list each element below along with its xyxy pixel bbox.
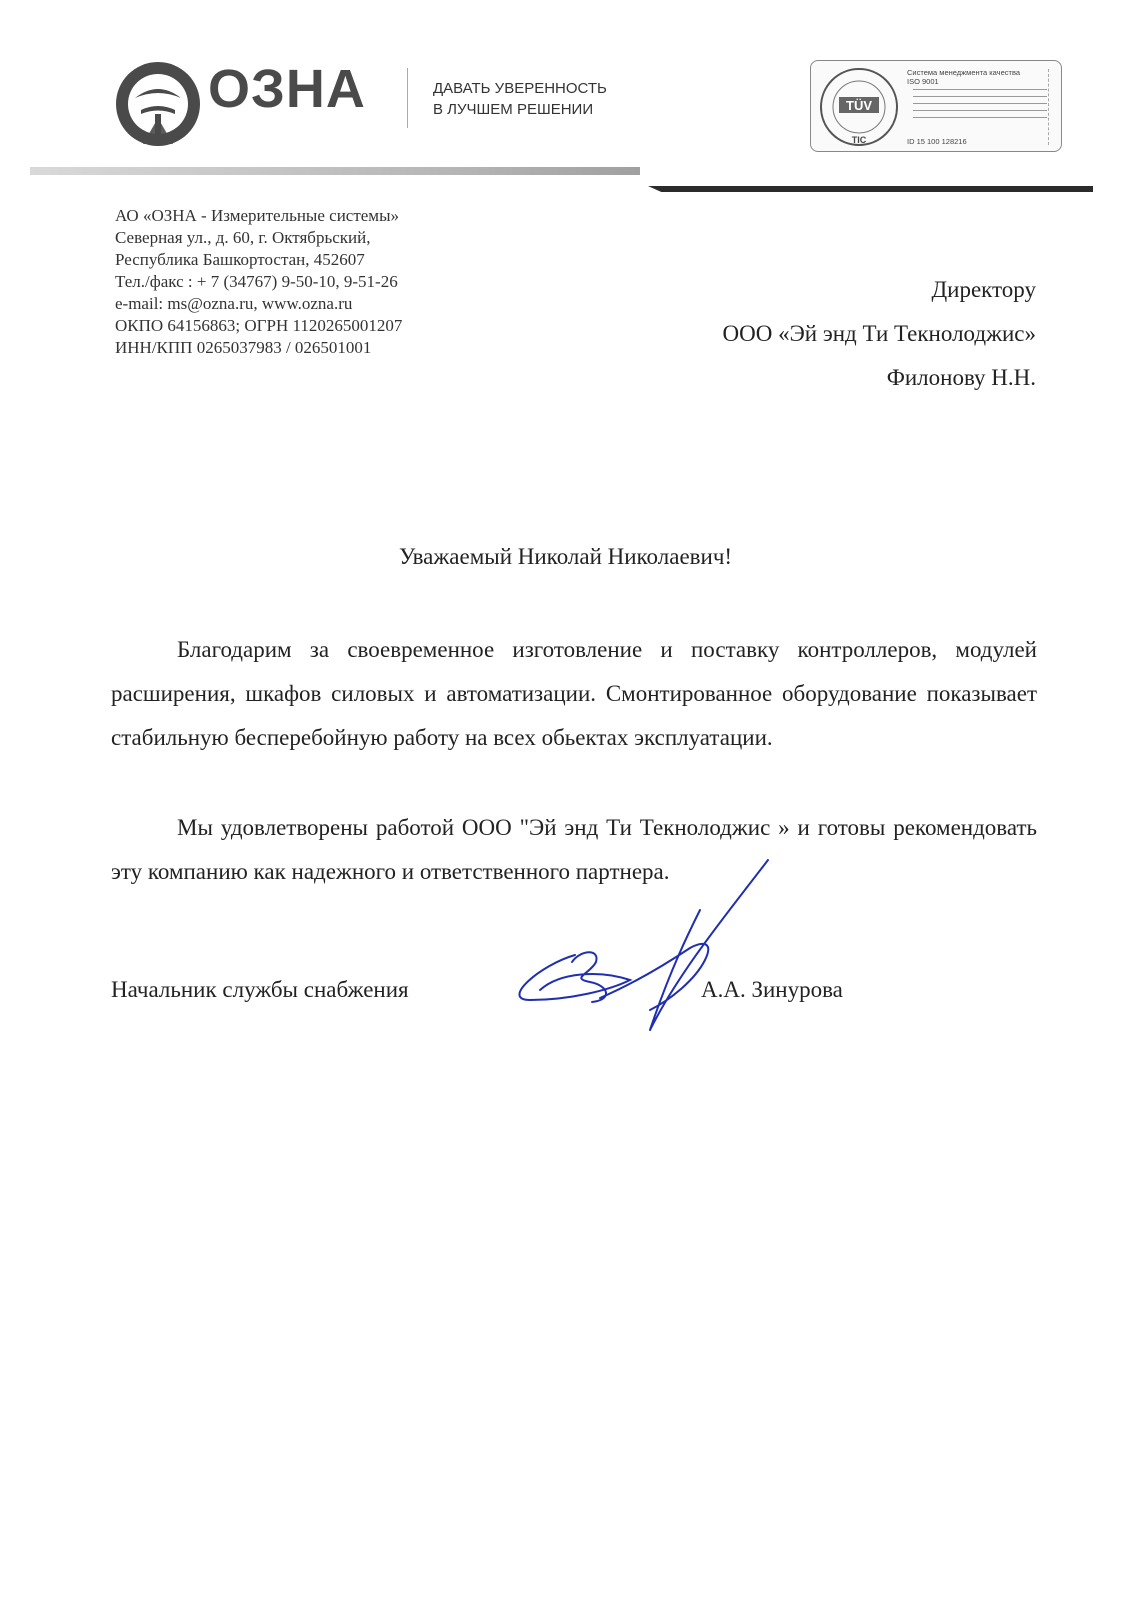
tuv-seal-icon xyxy=(817,65,901,149)
slogan-line: ДАВАТЬ УВЕРЕННОСТЬ xyxy=(433,80,607,97)
sender-line: e-mail: ms@ozna.ru, www.ozna.ru xyxy=(115,294,353,313)
sender-line: ИНН/КПП 0265037983 / 026501001 xyxy=(115,338,372,357)
sender-line: Тел./факс : + 7 (34767) 9-50-10, 9-51-26 xyxy=(115,272,398,291)
sender-line: Северная ул., д. 60, г. Октябрьский, xyxy=(115,228,371,247)
certificate-title xyxy=(907,68,1047,86)
sender-line: ОКПО 64156863; ОГРН 1120265001207 xyxy=(115,316,403,335)
slogan-line: В ЛУЧШЕМ РЕШЕНИИ xyxy=(433,101,594,118)
brand-name: ОЗНА xyxy=(208,59,366,119)
header-stripe-gray xyxy=(30,167,640,175)
signatory-name: А.А. Зинурова xyxy=(701,977,843,1002)
addressee-name: Филонову Н.Н. xyxy=(886,365,1036,390)
signatory-role: Начальник службы снабжения xyxy=(111,977,409,1002)
salutation: Уважаемый Николай Николаевич! xyxy=(398,544,733,569)
certification-badge xyxy=(810,60,1062,152)
sender-line: Республика Башкортостан, 452607 xyxy=(115,250,365,269)
certificate-standard: ISO 9001 xyxy=(907,77,939,86)
seal-logo-text: TÜV xyxy=(846,98,872,113)
sender-details xyxy=(115,205,402,359)
header-divider xyxy=(407,68,408,128)
body-paragraph: Благодарим за своевременное изготовление и поставку контроллеров, модулей расширения, шкафов силовых и автоматизации. Смонтированное оборудование показывает стабильную бесперебойную работу на всех обьектах эксплуатации. xyxy=(111,637,1037,750)
certificate-id: ID 15 100 128216 xyxy=(907,137,967,146)
certificate-title-line: Система менеджмента качества xyxy=(907,68,1021,77)
handwritten-signature-icon xyxy=(500,850,800,1040)
certificate-fineprint xyxy=(907,89,1047,124)
body-paragraph: Мы удовлетворены работой ООО "Эй энд Ти Текнолоджис » и готовы рекомендовать эту компанию как надежного и ответственного партнера. xyxy=(111,815,1037,884)
addressee-position: Директору xyxy=(931,277,1036,302)
addressee-company: ООО «Эй энд Ти Текнолоджис» xyxy=(722,321,1036,346)
company-logo-icon xyxy=(113,58,203,150)
header-stripe-dark xyxy=(648,186,1093,192)
seal-bottom-text: TIC xyxy=(851,135,867,145)
addressee-block xyxy=(723,268,1036,400)
sender-line: АО «ОЗНА - Измерительные системы» xyxy=(115,206,399,225)
certificate-side-strip xyxy=(1048,69,1057,145)
slogan xyxy=(433,78,607,120)
